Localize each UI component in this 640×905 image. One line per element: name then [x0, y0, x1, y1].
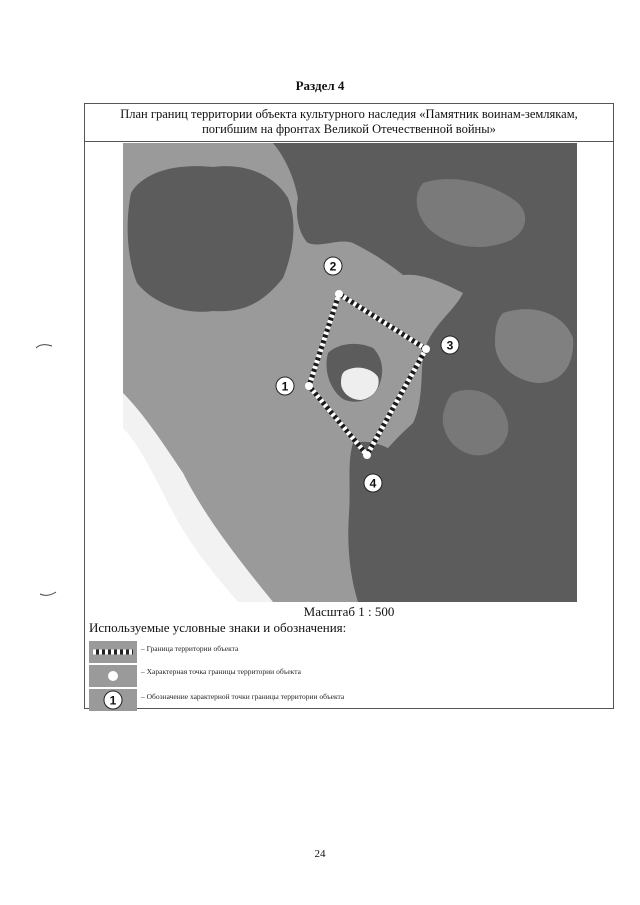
boundary-point-4: [363, 451, 371, 459]
legend-text-point: – Характерная точка границы территории объекта: [141, 667, 301, 676]
boundary-map: [123, 143, 577, 602]
point-label-4: 4: [369, 476, 377, 491]
legend-title: Используемые условные знаки и обозначения:: [89, 620, 347, 635]
legend-point-icon: [89, 665, 137, 687]
boundary-point-2: [335, 290, 343, 298]
map-image: [123, 143, 577, 602]
section-heading: Раздел 4: [295, 78, 345, 93]
margin-mark-1: [34, 340, 54, 350]
map-scale: Масштаб 1 : 500: [303, 604, 395, 619]
plan-title: [85, 104, 613, 142]
boundary-point-3: [422, 345, 430, 353]
point-label-1: 1: [281, 379, 289, 394]
legend-point-label-number: 1: [109, 693, 117, 708]
legend-text-boundary: – Граница территории объекта: [141, 644, 239, 653]
point-label-3: 3: [446, 338, 454, 353]
legend-point-label-icon: [89, 689, 137, 711]
tree-area-left: [128, 166, 294, 312]
page-number: 24: [314, 848, 326, 860]
plan-title-line-1: План границ территории объекта культурного наследия «Памятник воинам-землякам,: [120, 107, 578, 121]
plan-title-line-2: погибшим на фронтах Великой Отечественной войны»: [202, 122, 496, 136]
legend-swatch-point-label: [89, 689, 137, 711]
legend-boundary-icon: [89, 641, 137, 663]
margin-mark-2: [38, 588, 58, 598]
legend-swatch-boundary: [89, 641, 137, 663]
plan-frame: [84, 103, 614, 709]
point-label-2: 2: [329, 259, 337, 274]
legend-text-point-label: – Обозначение характерной точки границы территории объекта: [141, 692, 345, 701]
legend-swatch-point: [89, 665, 137, 687]
boundary-point-1: [305, 382, 313, 390]
